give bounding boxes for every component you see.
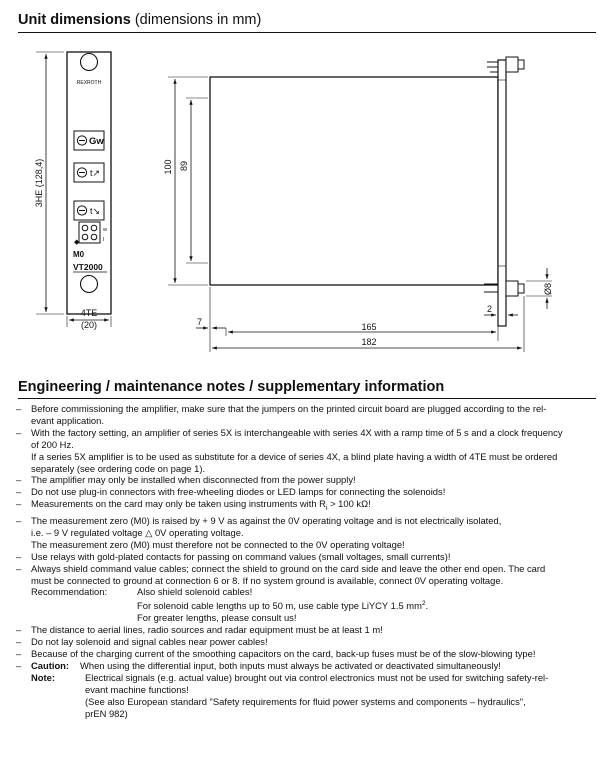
unit-dimensions-subtitle: (dimensions in mm) [134, 12, 262, 28]
led-w-label: w [103, 227, 107, 233]
top-screw-head [506, 57, 518, 72]
pot-t-up-label: t↗ [90, 168, 101, 178]
pot-t-down-label: t↘ [90, 206, 101, 216]
pot-gw-label: Gw [89, 136, 104, 147]
dimension-drawing [0, 36, 616, 366]
heading-rule-top [18, 32, 596, 33]
caution-text: When using the differential input, both inputs must always be activated or deactivated simultaneously! [80, 660, 501, 672]
note-item-cables: – Do not lay solenoid and signal cables near power cables! [16, 636, 268, 648]
dim-100-label: 100 [163, 159, 173, 175]
note-item-relays: – Use relays with gold-plated contacts for passing on command values (small voltages, small currents)! [16, 550, 451, 562]
dim-165-label: 165 [361, 322, 377, 332]
card-body-outline [210, 77, 498, 285]
recommendation-label: Recommendation: [31, 586, 108, 598]
note-item-connectors: – Do not use plug-in connectors with free-wheeling diodes or LED lamps for connecting the solenoids! [16, 486, 446, 498]
measurement-zero-icon: ◆ [74, 239, 80, 246]
heading-rule-bottom [18, 398, 596, 399]
m0-label: M0 [73, 250, 85, 259]
note-item-installation: – The amplifier may only be installed when disconnected from the power supply! [16, 474, 356, 486]
note-label: Note: [31, 671, 55, 683]
note-item-fuses: – Because of the charging current of the smoothing capacitors on the card, back-up fuses must be of the slow-blowing type! [16, 648, 536, 660]
dim-89-label: 89 [179, 160, 189, 172]
note-item-distance: – The distance to aerial lines, radio sources and radar equipment must be at least 1 m! [16, 624, 383, 636]
front-panel-outline [67, 52, 111, 314]
width-20-label: (20) [80, 320, 98, 330]
dim-7-label: 7 [197, 317, 203, 327]
width-4te-label: 4TE [80, 308, 98, 318]
height-3he-label: 3HE (128,4) [34, 158, 44, 208]
panel-screw-bottom [81, 276, 98, 293]
bottom-screw-head [506, 281, 518, 296]
dim-dia8-label: Ø8 [543, 282, 553, 296]
note-item-measurement-zero: – The measurement zero (M0) is raised by + 9 V as against the 0V operating voltage and is not electrically isolated, i.e. – 9 V regulated voltage △ 0V operating voltage. The measurement zero (M0) must therefore not be connected to the 0V operating voltage! [16, 515, 502, 550]
note-item-shielding: – Always shield command value cables; connect the shield to ground on the card side and leave the other end open. The card must be connected to ground at connection 6 or 8. If no system ground is available, connect 0V operating voltage. Recommendation: Also shield solenoid cables! For solenoid cable lengths up to 50 m, use cable type LiYCY 1.5 $mm^2$. For greater lengths, please consult us! [16, 563, 602, 625]
front-plate-side [498, 60, 506, 326]
brand-label: REXROTH [76, 80, 102, 86]
note-item-series: – With the factory setting, an amplifier of series 5X is interchangeable with series 4X with a ramp time of 5 s and a clock frequency of 200 Hz. If a series 5X amplifier is to be used as substitute for a device of series 4X, a blind plate having a width of 4TE must be ordered separately (see ordering code on page 1). [16, 426, 563, 474]
note-item-note: Note: Electrical signals (e.g. actual value) brought out via control electronics must not be used for switching safety-rel- evant machine functions! (See also European standard "Safety requirements for fluid power systems and components – hydraulics", prEN 982) [31, 671, 549, 719]
dim-182-label: 182 [361, 337, 377, 347]
unit-dimensions-title: Unit dimensions [18, 12, 131, 28]
engineering-notes-heading: Engineering / maintenance notes / supplementary information [18, 379, 445, 395]
note-item-measurements: – Measurements on the card may only be taken using instruments with $R_i > 100$ kΩ! [16, 498, 371, 513]
notes-list [16, 403, 602, 720]
side-view [163, 57, 553, 352]
led-i-label: I [103, 237, 105, 243]
caution-label: Caution: [31, 660, 70, 672]
unit-dimensions-heading [18, 12, 261, 28]
panel-screw-top [81, 54, 98, 71]
note-item-jumpers: – Before commissioning the amplifier, make sure that the jumpers on the printed circuit board are plugged according to the rel- evant application. [16, 403, 547, 426]
dim-2-label: 2 [487, 304, 493, 314]
front-panel-view [34, 52, 111, 330]
led-box [79, 222, 100, 243]
note-item-caution: – Caution: When using the differential input, both inputs must always be activated or deactivated simultaneously! [16, 660, 501, 672]
recommendation-block: Recommendation: Also shield solenoid cables! For solenoid cable lengths up to 50 m, use cable type LiYCY 1.5 $mm^2$. For greater lengths, please consult us! [31, 586, 429, 624]
model-label: VT2000 [73, 262, 103, 272]
